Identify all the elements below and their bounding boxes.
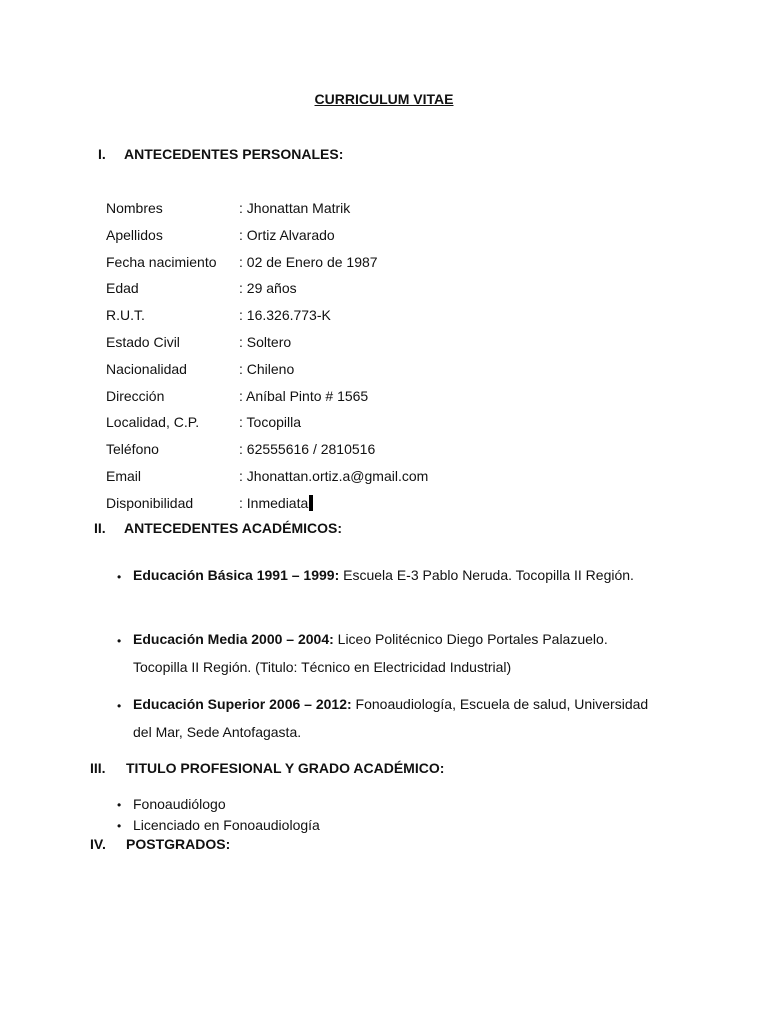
- bullet-icon: [117, 800, 127, 810]
- section-academic-heading: [94, 520, 342, 536]
- education-text: Fonoaudiología, Escuela de salud, Universidad del Mar, Sede Antofagasta.: [133, 696, 649, 740]
- document-title: CURRICULUM VITAE: [314, 91, 454, 107]
- personal-row-fecha-nacimiento: [106, 252, 428, 279]
- section-number: III.: [90, 760, 106, 776]
- bullet-icon: [117, 636, 127, 646]
- field-label: Nacionalidad: [106, 360, 187, 377]
- field-label: Edad: [106, 280, 139, 297]
- field-value: : 62555616 / 2810516: [239, 441, 376, 458]
- personal-row-telefono: [106, 439, 428, 466]
- field-value: : Jhonattan.ortiz.a@gmail.com: [239, 467, 429, 484]
- degree-item: Licenciado en Fonoaudiología: [133, 817, 320, 833]
- section-postgrad-heading: [90, 836, 230, 852]
- section-degree-heading: [90, 760, 444, 776]
- section-number: I.: [98, 146, 106, 162]
- personal-row-email: [106, 466, 428, 493]
- field-value: : Inmediata: [239, 494, 309, 511]
- section-number: IV.: [90, 836, 106, 852]
- personal-row-disponibilidad: [106, 493, 428, 520]
- field-value: : Aníbal Pinto # 1565: [239, 387, 369, 404]
- text-cursor: [309, 495, 313, 511]
- field-label: Estado Civil: [106, 333, 180, 350]
- field-label: Fecha nacimiento: [106, 253, 217, 270]
- section-title: TITULO PROFESIONAL Y GRADO ACADÉMICO:: [126, 760, 445, 776]
- field-label: Disponibilidad: [106, 494, 194, 511]
- bullet-icon: [117, 572, 127, 582]
- field-value: : Ortiz Alvarado: [239, 226, 335, 243]
- education-heading: Educación Básica 1991 – 1999:: [133, 567, 340, 583]
- personal-row-apellidos: [106, 225, 428, 252]
- field-value: : Chileno: [239, 360, 295, 377]
- personal-row-nacionalidad: [106, 359, 428, 386]
- field-value: : 29 años: [239, 280, 297, 297]
- section-title: ANTECEDENTES ACADÉMICOS:: [124, 520, 343, 536]
- personal-row-localidad: [106, 412, 428, 439]
- personal-row-rut: [106, 305, 428, 332]
- bullet-icon: [117, 821, 127, 831]
- education-text: Escuela E-3 Pablo Neruda. Tocopilla II Región.: [339, 567, 634, 583]
- section-title: POSTGRADOS:: [126, 836, 231, 852]
- section-title: ANTECEDENTES PERSONALES:: [124, 146, 344, 162]
- field-value: : 16.326.773-K: [239, 307, 331, 324]
- education-text: Liceo Politécnico Diego Portales Palazuelo. Tocopilla II Región. (Titulo: Técnico en Electricidad Industrial): [133, 631, 608, 675]
- personal-row-estado-civil: [106, 332, 428, 359]
- field-value: : Tocopilla: [239, 414, 302, 431]
- field-value: : 02 de Enero de 1987: [239, 253, 378, 270]
- field-label: Email: [106, 467, 142, 484]
- field-label: Nombres: [106, 200, 163, 216]
- section-number: II.: [94, 520, 106, 536]
- degree-item: Fonoaudiólogo: [133, 796, 226, 812]
- education-heading: Educación Superior 2006 – 2012:: [133, 696, 352, 712]
- education-item-media: [133, 625, 653, 681]
- education-heading: Educación Media 2000 – 2004:: [133, 631, 334, 647]
- personal-details: [106, 198, 428, 520]
- field-value: : Jhonattan Matrik: [239, 200, 351, 216]
- bullet-icon: [117, 701, 127, 711]
- personal-row-direccion: [106, 386, 428, 413]
- education-item-superior: [133, 690, 653, 746]
- personal-row-nombres: [106, 198, 428, 225]
- field-value: : Soltero: [239, 333, 292, 350]
- education-item-basica: [133, 561, 653, 589]
- personal-row-edad: [106, 278, 428, 305]
- field-label: Teléfono: [106, 441, 159, 458]
- field-label: Dirección: [106, 387, 165, 404]
- field-label: Localidad, C.P.: [106, 414, 200, 431]
- section-personal-heading: [98, 146, 343, 162]
- field-label: Apellidos: [106, 226, 163, 243]
- field-label: R.U.T.: [106, 307, 145, 324]
